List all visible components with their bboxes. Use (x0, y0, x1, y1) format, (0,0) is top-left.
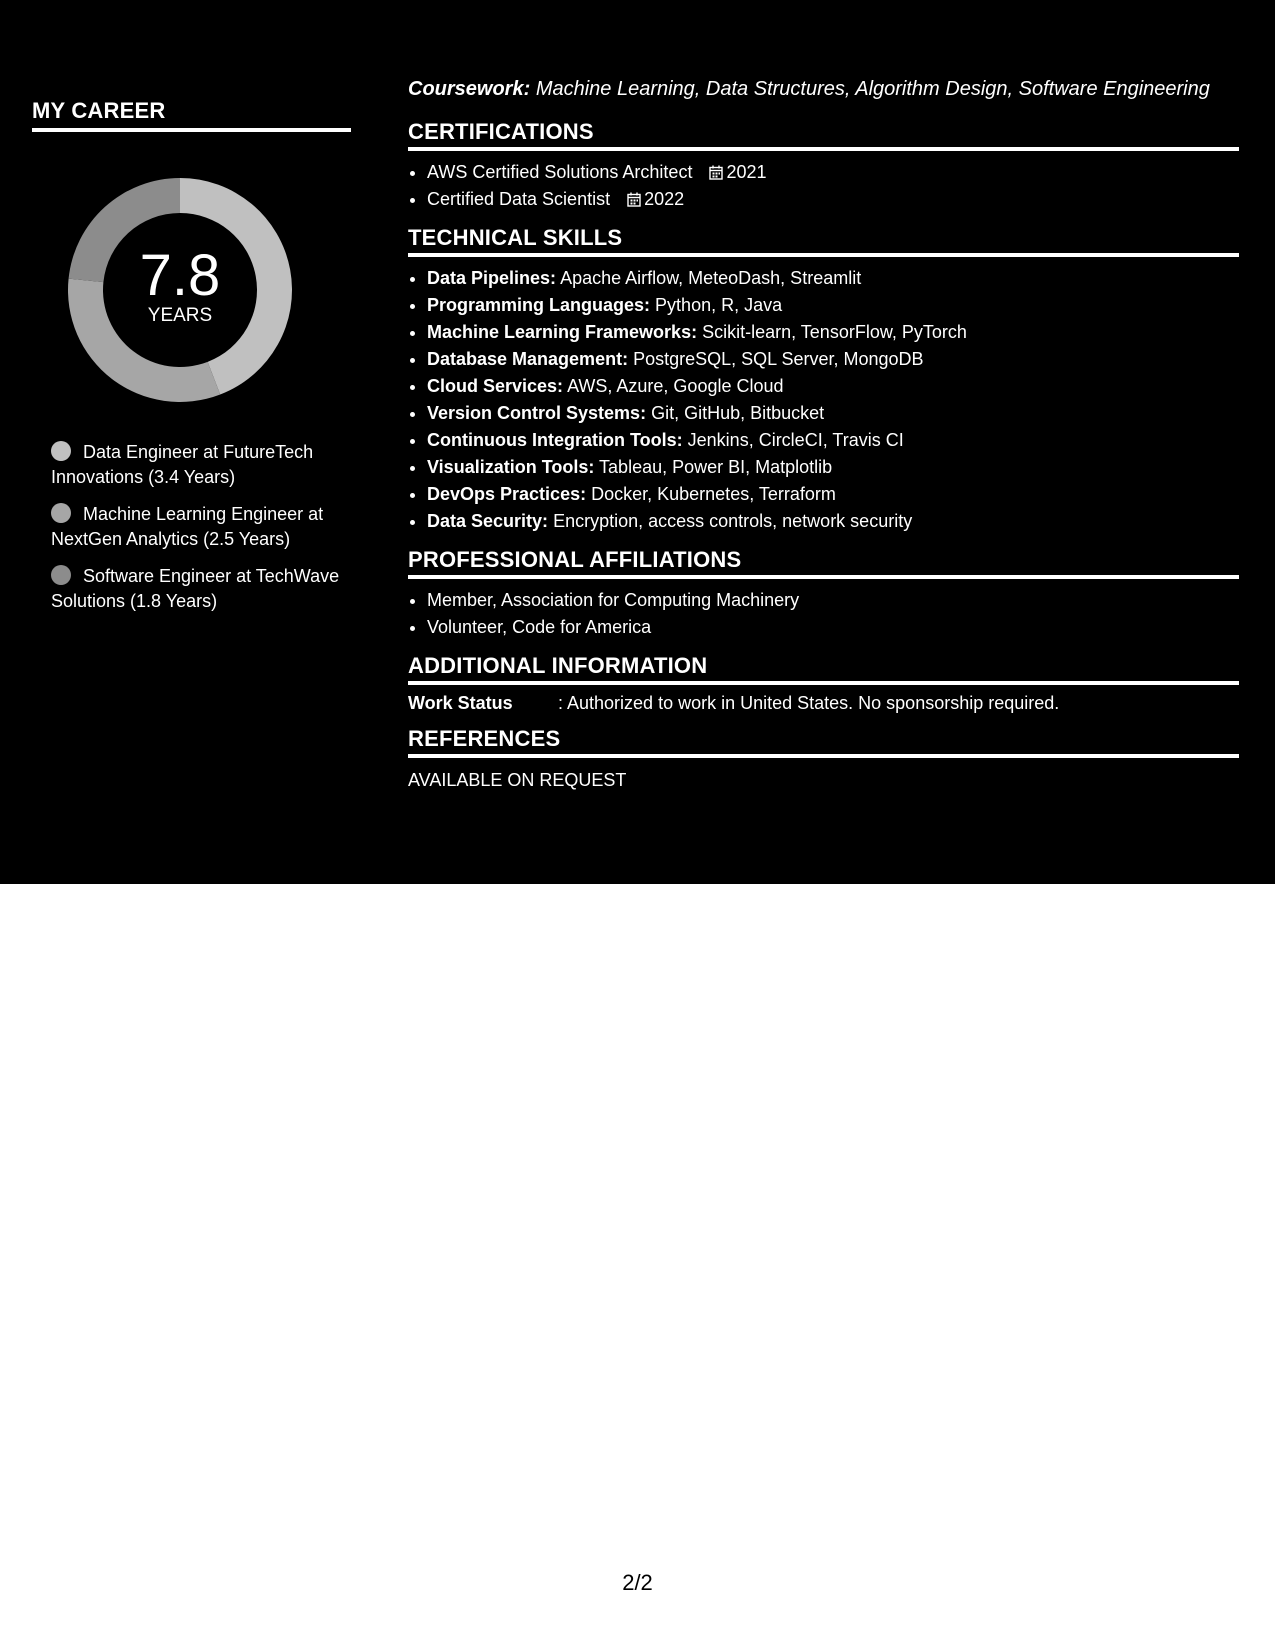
skill-item (427, 373, 1239, 400)
additional-info-title: ADDITIONAL INFORMATION (408, 653, 1239, 685)
references-value: AVAILABLE ON REQUEST (408, 770, 627, 790)
skill-value: Python, R, Java (655, 295, 783, 315)
career-column (32, 98, 351, 626)
calendar-icon (709, 165, 723, 180)
total-years-value: 7.8 (139, 243, 221, 308)
certifications-title: CERTIFICATIONS (408, 119, 1239, 151)
skill-value: Scikit-learn, TensorFlow, PyTorch (702, 322, 967, 342)
certification-item (427, 159, 1239, 186)
work-status-label: Work Status (408, 693, 513, 713)
legend-dot (51, 565, 71, 585)
calendar-icon (627, 192, 641, 207)
legend-label: Machine Learning Engineer at NextGen Analytics (2.5 Years) (51, 504, 324, 549)
skill-value: Docker, Kubernetes, Terraform (591, 484, 836, 504)
affiliations-title: PROFESSIONAL AFFILIATIONS (408, 547, 1239, 579)
skill-label: Machine Learning Frameworks: (427, 322, 698, 342)
skill-value: AWS, Azure, Google Cloud (567, 376, 784, 396)
coursework-value: Machine Learning, Data Structures, Algorithm Design, Software Engineering (535, 78, 1210, 100)
additional-info-section (408, 653, 1239, 714)
affiliation-item: • Member, Association for Computing Machinery (427, 587, 1239, 614)
skill-label: Data Security: (427, 511, 549, 531)
references-section (408, 726, 1239, 791)
donut-center (66, 176, 294, 404)
coursework-label: Coursework: (408, 78, 531, 100)
skill-item (427, 346, 1239, 373)
main-column (408, 78, 1239, 803)
skills-section (408, 225, 1239, 535)
certification-name: AWS Certified Solutions Architect (427, 162, 693, 182)
references-title: REFERENCES (408, 726, 1239, 758)
career-title: MY CAREER (32, 98, 351, 132)
skill-label: Visualization Tools: (427, 457, 595, 477)
skill-value: Jenkins, CircleCI, Travis CI (687, 430, 904, 450)
skill-value: Apache Airflow, MeteoDash, Streamlit (560, 268, 862, 288)
certification-item (427, 186, 1239, 213)
legend-dot (51, 441, 71, 461)
legend-dot (51, 503, 71, 523)
skill-label: Database Management: (427, 349, 629, 369)
skill-label: Data Pipelines: (427, 268, 557, 288)
skill-item (427, 508, 1239, 535)
skills-list (408, 265, 1239, 535)
legend-item (51, 502, 351, 552)
career-donut-chart (66, 176, 294, 404)
skill-item (427, 319, 1239, 346)
skill-label: DevOps Practices: (427, 484, 587, 504)
skill-item (427, 292, 1239, 319)
certification-name: Certified Data Scientist (427, 189, 611, 209)
affiliation-item: • Volunteer, Code for America (427, 614, 1239, 641)
skills-title: TECHNICAL SKILLS (408, 225, 1239, 257)
page-number: 2/2 (622, 1570, 653, 1595)
skill-label: Cloud Services: (427, 376, 564, 396)
work-status-value: : Authorized to work in United States. No sponsorship required. (558, 693, 1060, 713)
skill-label: Continuous Integration Tools: (427, 430, 683, 450)
work-status-row (408, 693, 1239, 714)
skill-value: Tableau, Power BI, Matplotlib (599, 457, 833, 477)
legend-item (51, 564, 351, 614)
career-legend (32, 440, 351, 614)
affiliations-list (408, 587, 1239, 641)
skill-item (427, 427, 1239, 454)
certification-year: 2022 (644, 189, 685, 209)
skill-label: Programming Languages: (427, 295, 651, 315)
skill-label: Version Control Systems: (427, 403, 647, 423)
affiliations-section (408, 547, 1239, 641)
skill-item (427, 265, 1239, 292)
certifications-section (408, 119, 1239, 213)
certification-year: 2021 (726, 162, 767, 182)
skill-value: Git, GitHub, Bitbucket (651, 403, 825, 423)
skill-item (427, 481, 1239, 508)
coursework-line (408, 78, 1239, 101)
skill-value: PostgreSQL, SQL Server, MongoDB (633, 349, 924, 369)
certifications-list (408, 159, 1239, 213)
legend-label: Software Engineer at TechWave Solutions (1.8 Years) (51, 566, 340, 611)
total-years-unit: YEARS (147, 305, 213, 326)
legend-item (51, 440, 351, 490)
skill-value: Encryption, access controls, network security (553, 511, 913, 531)
legend-label: Data Engineer at FutureTech Innovations (3.4 Years) (51, 442, 314, 487)
skill-item (427, 400, 1239, 427)
skill-item (427, 454, 1239, 481)
